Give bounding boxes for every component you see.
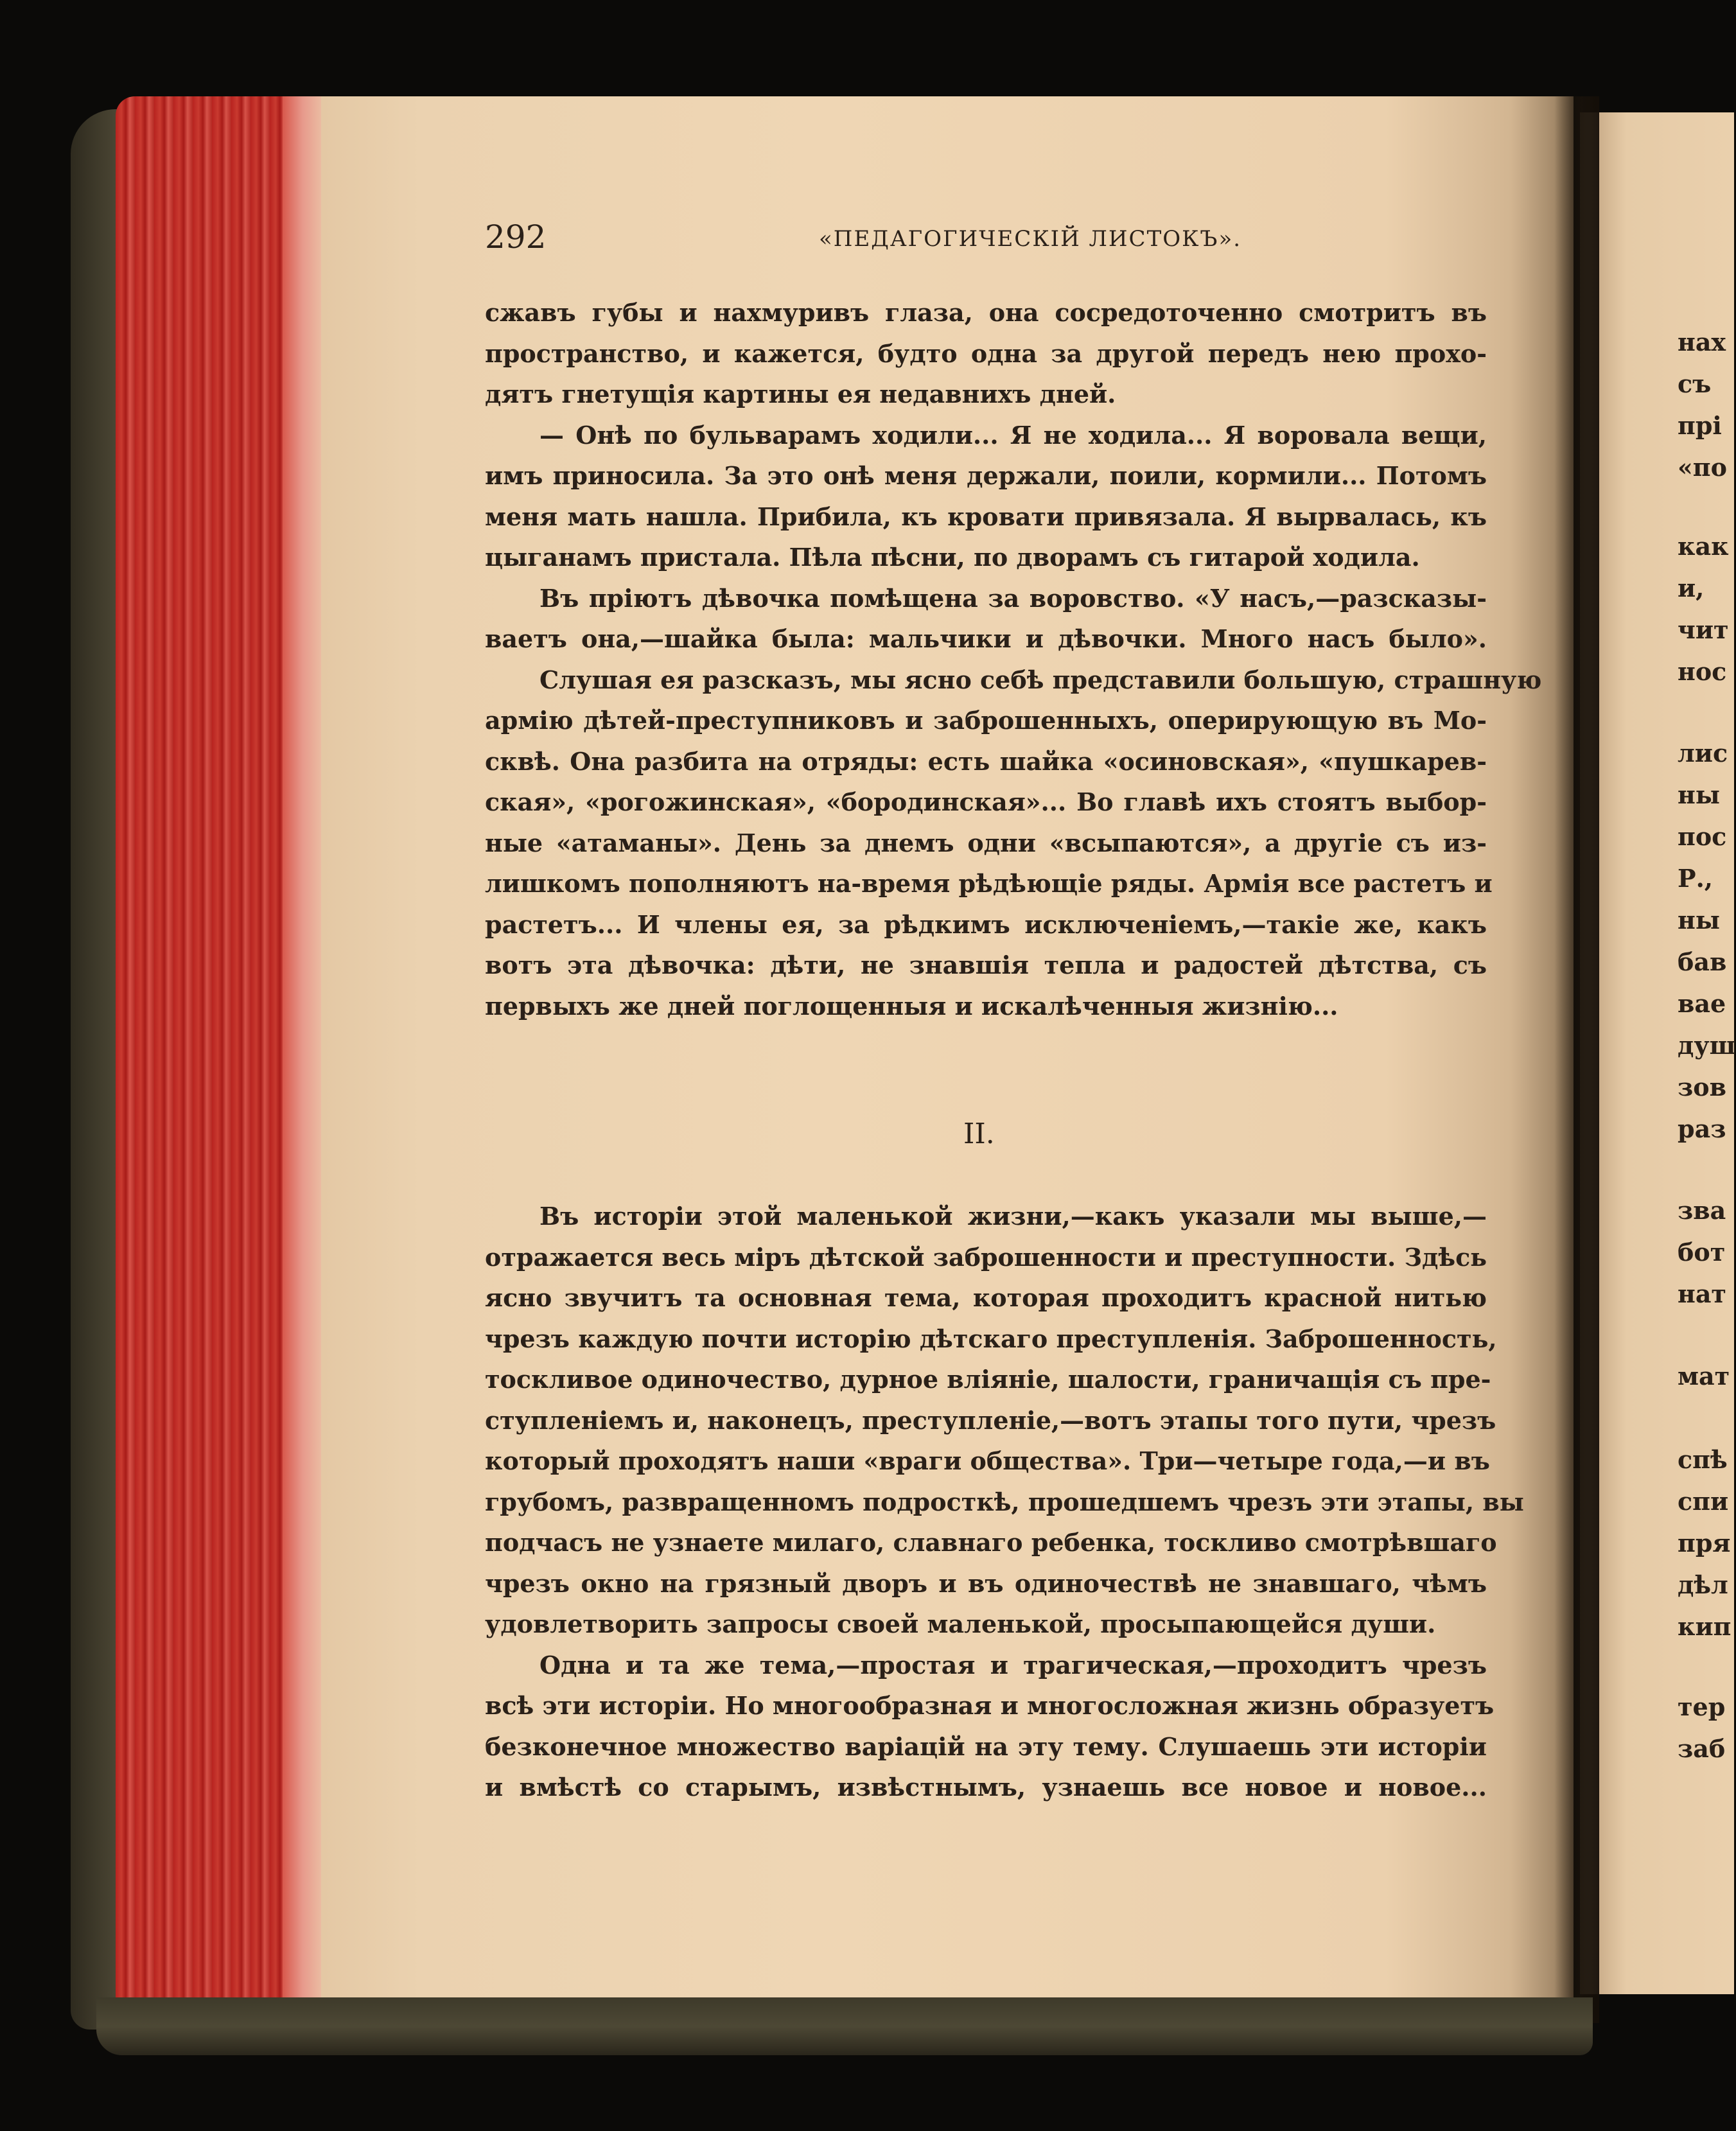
text-line: грубомъ, развращенномъ подросткѣ, прошедшемъ чрезъ эти этапы, вы <box>485 1487 1524 1516</box>
right-page-fragment: кип <box>1678 1612 1732 1641</box>
text-line: лишкомъ пополняютъ на-время рѣдѣющіе ряды. Армія все растетъ и <box>485 869 1493 898</box>
red-page-edges <box>116 96 328 2017</box>
right-page-fragment: зов <box>1678 1073 1726 1101</box>
text-line: ваетъ она,—шайка была: мальчики и дѣвочки. Много насъ было». <box>485 624 1487 653</box>
text-line: армію дѣтей-преступниковъ и заброшенныхъ, оперирующую въ Мо- <box>485 706 1487 735</box>
book-cover-bottom <box>96 1997 1593 2055</box>
right-page-fragment: нах <box>1678 328 1726 356</box>
right-page-fragment: лис <box>1678 739 1728 767</box>
page-number: 292 <box>485 218 547 256</box>
text-line: удовлетворить запросы своей маленькой, просыпающейся души. <box>485 1609 1436 1638</box>
text-line: и вмѣстѣ со старымъ, извѣстнымъ, узнаешь все новое и новое... <box>485 1773 1487 1802</box>
text-line: растетъ... И члены ея, за рѣдкимъ исключеніемъ,—такіе же, какъ <box>485 909 1487 939</box>
right-page-fragment: пря <box>1678 1529 1731 1557</box>
right-page-fragment: вае <box>1678 989 1726 1018</box>
right-page-fragment: Р., <box>1678 864 1714 893</box>
text-line: Въ исторіи этой маленькой жизни,—какъ указали мы выше,— <box>539 1202 1487 1231</box>
text-line: цыганамъ пристала. Пѣла пѣсни, по дворамъ съ гитарой ходила. <box>485 543 1420 572</box>
text-line: пространство, и кажется, будто одна за другой передъ нею прохо- <box>485 338 1487 368</box>
text-line: всѣ эти исторіи. Но многообразная и многосложная жизнь образуетъ <box>485 1691 1495 1720</box>
right-page-fragment: нат <box>1678 1279 1726 1308</box>
text-line: — Онѣ по бульварамъ ходили... Я не ходила... Я воровала вещи, <box>539 420 1487 450</box>
text-line: Въ пріютъ дѣвочка помѣщена за воровство. «У насъ,—разсказы- <box>539 583 1487 613</box>
right-page-fragment: заб <box>1678 1734 1726 1763</box>
text-line: тоскливое одиночество, дурное вліяніе, шалости, граничащія съ пре- <box>485 1365 1491 1394</box>
right-page-fragment: нос <box>1678 657 1727 686</box>
right-page-fragment: как <box>1678 532 1729 561</box>
right-page-fragment: бот <box>1678 1238 1726 1267</box>
text-line: чрезъ окно на грязный дворъ и въ одиночествѣ не знавшаго, чѣмъ <box>485 1568 1487 1598</box>
text-line: дятъ гнетущія картины ея недавнихъ дней. <box>485 380 1116 408</box>
text-line: сквѣ. Она разбита на отряды: есть шайка «осиновская», «пушкарев- <box>485 746 1487 776</box>
text-line: ные «атаманы». День за днемъ одни «всыпаются», а другіе съ из- <box>485 828 1487 857</box>
text-line: имъ приносила. За это онѣ меня держали, поили, кормили... Потомъ <box>485 461 1487 490</box>
text-line: ская», «рогожинская», «бородинская»... Во главѣ ихъ стоятъ выбор- <box>485 787 1487 816</box>
right-page-fragment: ны <box>1678 780 1720 809</box>
right-page-fragment: мат <box>1678 1362 1730 1390</box>
right-page-fragment: душ <box>1678 1031 1736 1060</box>
right-page-fragment: дѣл <box>1678 1570 1728 1599</box>
text-line: первыхъ же дней поглощенныя и искалѣченныя жизнію... <box>485 991 1338 1021</box>
right-page-fragment: чит <box>1678 615 1729 644</box>
right-page-fragment: тер <box>1678 1692 1726 1721</box>
right-page-fragment: «по <box>1678 453 1727 482</box>
right-page-fragment: пос <box>1678 822 1727 851</box>
text-line: ступленіемъ и, наконецъ, преступленіе,—вотъ этапы того пути, чрезъ <box>485 1405 1496 1435</box>
page-header <box>485 218 1487 263</box>
text-line: ясно звучитъ та основная тема, которая проходитъ красной нитью <box>485 1283 1487 1312</box>
text-line: отражается весь міръ дѣтской заброшенности и преступности. Здѣсь <box>485 1242 1487 1272</box>
text-line: подчасъ не узнаете милаго, славнаго ребенка, тоскливо смотрѣвшаго <box>485 1528 1497 1557</box>
right-page-fragment: спи <box>1678 1487 1729 1516</box>
text-line: чрезъ каждую почти исторію дѣтскаго преступленія. Заброшенность, <box>485 1324 1497 1353</box>
text-block-1 <box>485 292 1542 1026</box>
text-line: вотъ эта дѣвочка: дѣти, не знавшія тепла и радостей дѣтства, съ <box>485 951 1487 979</box>
section-heading: II. <box>963 1118 995 1150</box>
right-page-fragment: раз <box>1678 1114 1726 1143</box>
right-page-fragment: ны <box>1678 906 1720 934</box>
right-page-fragment: спѣ <box>1678 1445 1728 1474</box>
right-page-fragment: съ <box>1678 369 1712 398</box>
text-line: безконечное множество варіацій на эту тему. Слушаешь эти исторіи <box>485 1732 1487 1761</box>
text-line: сжавъ губы и нахмуривъ глаза, она сосредоточенно смотритъ въ <box>485 298 1487 327</box>
text-line: который проходятъ наши «враги общества». Три—четыре года,—и въ <box>485 1446 1490 1475</box>
text-line: Одна и та же тема,—простая и трагическая,—проходитъ чрезъ <box>539 1650 1487 1679</box>
text-block-2 <box>485 1196 1524 1808</box>
page-gutter <box>1554 96 1599 2023</box>
text-line: меня мать нашла. Прибила, къ кровати привязала. Я вырвалась, къ <box>485 502 1487 531</box>
text-line: Слушая ея разсказъ, мы ясно себѣ представили большую, страшную <box>539 665 1542 694</box>
right-page-fragment: и, <box>1678 574 1705 602</box>
right-page-fragment: бав <box>1678 947 1727 976</box>
right-page-fragment: прі <box>1678 411 1722 440</box>
running-head: «ПЕДАГОГИЧЕСКІЙ ЛИСТОКЪ». <box>819 226 1242 252</box>
right-page-fragment: зва <box>1678 1196 1726 1225</box>
